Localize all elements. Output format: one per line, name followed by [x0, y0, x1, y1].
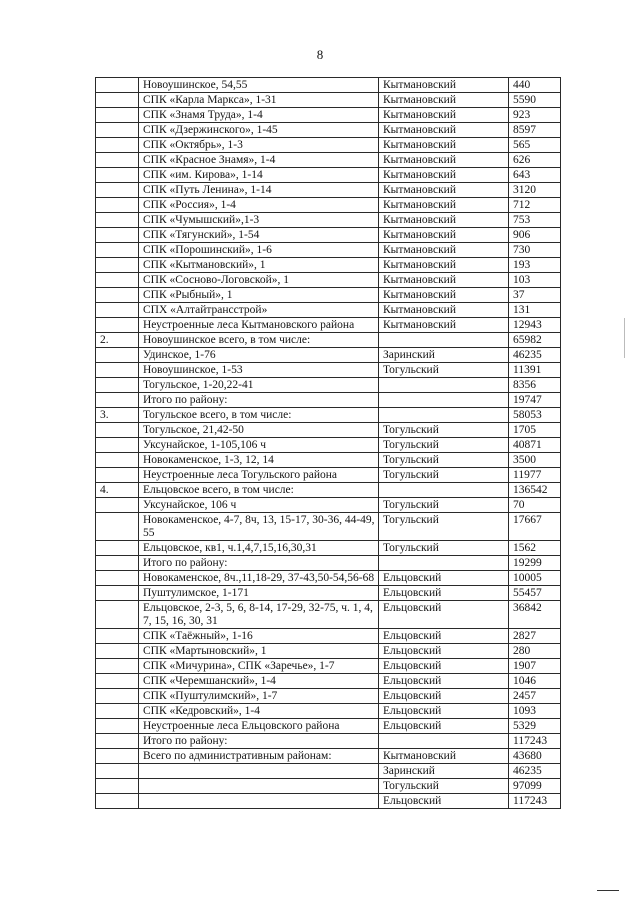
area-value-cell: 5329 [509, 719, 561, 734]
district-cell: Тогульский [379, 438, 509, 453]
row-number-cell [96, 513, 139, 541]
table-row [96, 153, 561, 168]
table-row [96, 258, 561, 273]
table-row [96, 438, 561, 453]
plot-name-cell: СПК «Мартыновский», 1 [139, 644, 379, 659]
table-row [96, 408, 561, 423]
row-number-cell: 4. [96, 483, 139, 498]
plot-name-cell: СПК «им. Кирова», 1-14 [139, 168, 379, 183]
row-number-cell [96, 258, 139, 273]
table-row [96, 779, 561, 794]
district-cell: Кытмановский [379, 228, 509, 243]
area-value-cell: 8356 [509, 378, 561, 393]
table-row [96, 704, 561, 719]
table-row [96, 794, 561, 809]
plot-name-cell: СПК «Дзержинского», 1-45 [139, 123, 379, 138]
page-number: 8 [316, 47, 324, 62]
area-value-cell: 58053 [509, 408, 561, 423]
scan-artifact-line [597, 890, 619, 891]
area-value-cell: 1046 [509, 674, 561, 689]
plot-name-cell: СПК «Кытмановский», 1 [139, 258, 379, 273]
row-number-cell [96, 438, 139, 453]
plot-name-cell: Новоушинское, 1-53 [139, 363, 379, 378]
row-number-cell [96, 318, 139, 333]
table-row [96, 571, 561, 586]
plot-name-cell: Ельцовское, кв1, ч.1,4,7,15,16,30,31 [139, 541, 379, 556]
row-number-cell [96, 468, 139, 483]
district-cell: Ельцовский [379, 644, 509, 659]
district-cell: Ельцовский [379, 719, 509, 734]
area-value-cell: 753 [509, 213, 561, 228]
plot-name-cell: Новоушинское, 54,55 [139, 78, 379, 93]
area-value-cell: 97099 [509, 779, 561, 794]
table-row [96, 453, 561, 468]
area-value-cell: 1705 [509, 423, 561, 438]
table-row [96, 213, 561, 228]
plot-name-cell: Всего по административным районам: [139, 749, 379, 764]
plot-name-cell: Новокаменское, 1-3, 12, 14 [139, 453, 379, 468]
table-row [96, 734, 561, 749]
area-value-cell: 55457 [509, 586, 561, 601]
area-value-cell: 5590 [509, 93, 561, 108]
district-cell: Кытмановский [379, 93, 509, 108]
area-value-cell: 17667 [509, 513, 561, 541]
row-number-cell [96, 734, 139, 749]
area-value-cell: 40871 [509, 438, 561, 453]
district-cell: Тогульский [379, 513, 509, 541]
district-cell: Ельцовский [379, 674, 509, 689]
row-number-cell [96, 779, 139, 794]
row-number-cell [96, 363, 139, 378]
table-row [96, 333, 561, 348]
plot-name-cell: Итого по району: [139, 556, 379, 571]
row-number-cell [96, 629, 139, 644]
table-row [96, 629, 561, 644]
district-cell [379, 734, 509, 749]
row-number-cell [96, 273, 139, 288]
plot-name-cell [139, 779, 379, 794]
plot-name-cell: Новокаменское, 4-7, 8ч, 13, 15-17, 30-36, 44-49, 55 [139, 513, 379, 541]
area-value-cell: 565 [509, 138, 561, 153]
plot-name-cell: СПК «Знамя Труда», 1-4 [139, 108, 379, 123]
plot-name-cell: Новокаменское, 8ч.,11,18-29, 37-43,50-54,56-68 [139, 571, 379, 586]
district-cell: Кытмановский [379, 183, 509, 198]
plot-name-cell: СПК «Черемшанский», 1-4 [139, 674, 379, 689]
table-row [96, 318, 561, 333]
plot-name-cell: СПК «Порошинский», 1-6 [139, 243, 379, 258]
row-number-cell: 3. [96, 408, 139, 423]
table-row [96, 513, 561, 541]
area-value-cell: 131 [509, 303, 561, 318]
district-cell: Кытмановский [379, 318, 509, 333]
plot-name-cell: Итого по району: [139, 393, 379, 408]
row-number-cell [96, 586, 139, 601]
plot-name-cell: СПК «Чумышский»,1-3 [139, 213, 379, 228]
district-cell [379, 333, 509, 348]
district-cell: Ельцовский [379, 601, 509, 629]
area-value-cell: 46235 [509, 764, 561, 779]
table-row [96, 168, 561, 183]
plot-name-cell [139, 764, 379, 779]
table-row [96, 198, 561, 213]
district-cell [379, 556, 509, 571]
district-cell [379, 393, 509, 408]
area-value-cell: 70 [509, 498, 561, 513]
row-number-cell [96, 794, 139, 809]
plot-name-cell: СПК «Красное Знамя», 1-4 [139, 153, 379, 168]
plot-name-cell: СПК «Карла Маркса», 1-31 [139, 93, 379, 108]
row-number-cell [96, 183, 139, 198]
plot-name-cell: Неустроенные леса Ельцовского района [139, 719, 379, 734]
table-row [96, 498, 561, 513]
row-number-cell [96, 393, 139, 408]
area-value-cell: 37 [509, 288, 561, 303]
area-value-cell: 3120 [509, 183, 561, 198]
table-row [96, 123, 561, 138]
district-cell: Ельцовский [379, 571, 509, 586]
area-value-cell: 280 [509, 644, 561, 659]
district-cell: Тогульский [379, 541, 509, 556]
area-value-cell: 730 [509, 243, 561, 258]
plot-name-cell: Удинское, 1-76 [139, 348, 379, 363]
row-number-cell [96, 644, 139, 659]
row-number-cell [96, 303, 139, 318]
row-number-cell [96, 571, 139, 586]
table-row [96, 749, 561, 764]
row-number-cell [96, 93, 139, 108]
table-row [96, 138, 561, 153]
table-row [96, 273, 561, 288]
district-cell: Тогульский [379, 453, 509, 468]
row-number-cell [96, 198, 139, 213]
plot-name-cell: Тогульское, 1-20,22-41 [139, 378, 379, 393]
area-value-cell: 2827 [509, 629, 561, 644]
row-number-cell [96, 659, 139, 674]
district-cell: Ельцовский [379, 629, 509, 644]
table-row [96, 586, 561, 601]
forest-allocation-table [95, 77, 561, 809]
area-value-cell: 117243 [509, 794, 561, 809]
plot-name-cell: СПК «Таёжный», 1-16 [139, 629, 379, 644]
table-row [96, 378, 561, 393]
district-cell: Кытмановский [379, 273, 509, 288]
plot-name-cell: Тогульское всего, в том числе: [139, 408, 379, 423]
row-number-cell [96, 138, 139, 153]
plot-name-cell: Ельцовское, 2-3, 5, 6, 8-14, 17-29, 32-75, ч. 1, 4, 7, 15, 16, 30, 31 [139, 601, 379, 629]
plot-name-cell: Тогульское, 21,42-50 [139, 423, 379, 438]
plot-name-cell: Уксунайское, 106 ч [139, 498, 379, 513]
district-cell: Кытмановский [379, 258, 509, 273]
district-cell: Ельцовский [379, 704, 509, 719]
table-row [96, 659, 561, 674]
table-row [96, 303, 561, 318]
district-cell: Кытмановский [379, 288, 509, 303]
area-value-cell: 43680 [509, 749, 561, 764]
area-value-cell: 906 [509, 228, 561, 243]
plot-name-cell: СПК «Россия», 1-4 [139, 198, 379, 213]
district-cell: Заринский [379, 764, 509, 779]
district-cell: Кытмановский [379, 243, 509, 258]
table-row [96, 348, 561, 363]
row-number-cell [96, 153, 139, 168]
area-value-cell: 8597 [509, 123, 561, 138]
table-row [96, 719, 561, 734]
district-cell [379, 408, 509, 423]
table-row [96, 228, 561, 243]
area-value-cell: 193 [509, 258, 561, 273]
area-value-cell: 65982 [509, 333, 561, 348]
row-number-cell [96, 228, 139, 243]
district-cell: Ельцовский [379, 586, 509, 601]
area-value-cell: 136542 [509, 483, 561, 498]
row-number-cell [96, 453, 139, 468]
table-row [96, 689, 561, 704]
district-cell: Кытмановский [379, 123, 509, 138]
row-number-cell [96, 423, 139, 438]
plot-name-cell: Неустроенные леса Кытмановского района [139, 318, 379, 333]
row-number-cell [96, 498, 139, 513]
plot-name-cell: СПК «Мичурина», СПК «Заречье», 1-7 [139, 659, 379, 674]
area-value-cell: 11391 [509, 363, 561, 378]
plot-name-cell: Неустроенные леса Тогульского района [139, 468, 379, 483]
district-cell: Кытмановский [379, 303, 509, 318]
table-row [96, 108, 561, 123]
row-number-cell [96, 348, 139, 363]
row-number-cell [96, 288, 139, 303]
plot-name-cell: СПХ «Алтайтрансстрой» [139, 303, 379, 318]
district-cell: Заринский [379, 348, 509, 363]
table-row [96, 363, 561, 378]
table-row [96, 764, 561, 779]
plot-name-cell: Пуштулимское, 1-171 [139, 586, 379, 601]
row-number-cell [96, 556, 139, 571]
row-number-cell [96, 541, 139, 556]
area-value-cell: 3500 [509, 453, 561, 468]
table-row [96, 674, 561, 689]
area-value-cell: 2457 [509, 689, 561, 704]
plot-name-cell: СПК «Тягунский», 1-54 [139, 228, 379, 243]
row-number-cell [96, 123, 139, 138]
table-row [96, 393, 561, 408]
row-number-cell [96, 78, 139, 93]
district-cell: Кытмановский [379, 153, 509, 168]
row-number-cell [96, 108, 139, 123]
area-value-cell: 712 [509, 198, 561, 213]
row-number-cell [96, 749, 139, 764]
district-cell: Кытмановский [379, 749, 509, 764]
area-value-cell: 103 [509, 273, 561, 288]
area-value-cell: 1093 [509, 704, 561, 719]
district-cell: Кытмановский [379, 138, 509, 153]
plot-name-cell: Новоушинское всего, в том числе: [139, 333, 379, 348]
table-row [96, 93, 561, 108]
district-cell: Тогульский [379, 423, 509, 438]
district-cell: Кытмановский [379, 168, 509, 183]
row-number-cell [96, 243, 139, 258]
row-number-cell [96, 674, 139, 689]
district-cell: Кытмановский [379, 78, 509, 93]
plot-name-cell: СПК «Сосново-Логовской», 1 [139, 273, 379, 288]
plot-name-cell: СПК «Путь Ленина», 1-14 [139, 183, 379, 198]
district-cell: Тогульский [379, 468, 509, 483]
table-row [96, 423, 561, 438]
table-row [96, 78, 561, 93]
row-number-cell [96, 601, 139, 629]
district-cell: Тогульский [379, 498, 509, 513]
district-cell: Тогульский [379, 779, 509, 794]
table-row [96, 483, 561, 498]
area-value-cell: 440 [509, 78, 561, 93]
table-row [96, 644, 561, 659]
area-value-cell: 1562 [509, 541, 561, 556]
row-number-cell [96, 378, 139, 393]
area-value-cell: 643 [509, 168, 561, 183]
area-value-cell: 46235 [509, 348, 561, 363]
row-number-cell [96, 213, 139, 228]
table-row [96, 183, 561, 198]
table-row [96, 468, 561, 483]
table-row [96, 243, 561, 258]
plot-name-cell: СПК «Рыбный», 1 [139, 288, 379, 303]
plot-name-cell [139, 794, 379, 809]
district-cell: Ельцовский [379, 689, 509, 704]
table-row [96, 541, 561, 556]
row-number-cell [96, 689, 139, 704]
row-number-cell [96, 168, 139, 183]
district-cell: Тогульский [379, 363, 509, 378]
row-number-cell [96, 764, 139, 779]
area-value-cell: 19747 [509, 393, 561, 408]
plot-name-cell: Итого по району: [139, 734, 379, 749]
plot-name-cell: Уксунайское, 1-105,106 ч [139, 438, 379, 453]
area-value-cell: 10005 [509, 571, 561, 586]
plot-name-cell: СПК «Пуштулимский», 1-7 [139, 689, 379, 704]
area-value-cell: 12943 [509, 318, 561, 333]
row-number-cell [96, 719, 139, 734]
table-row [96, 288, 561, 303]
district-cell: Кытмановский [379, 198, 509, 213]
area-value-cell: 36842 [509, 601, 561, 629]
district-cell: Ельцовский [379, 659, 509, 674]
area-value-cell: 923 [509, 108, 561, 123]
area-value-cell: 11977 [509, 468, 561, 483]
area-value-cell: 19299 [509, 556, 561, 571]
row-number-cell: 2. [96, 333, 139, 348]
district-cell: Кытмановский [379, 108, 509, 123]
area-value-cell: 626 [509, 153, 561, 168]
row-number-cell [96, 704, 139, 719]
table-row [96, 556, 561, 571]
district-cell [379, 378, 509, 393]
plot-name-cell: СПК «Октябрь», 1-3 [139, 138, 379, 153]
area-value-cell: 117243 [509, 734, 561, 749]
table-row [96, 601, 561, 629]
area-value-cell: 1907 [509, 659, 561, 674]
district-cell: Ельцовский [379, 794, 509, 809]
plot-name-cell: Ельцовское всего, в том числе: [139, 483, 379, 498]
scan-edge-mark [624, 318, 625, 358]
plot-name-cell: СПК «Кедровский», 1-4 [139, 704, 379, 719]
district-cell: Кытмановский [379, 213, 509, 228]
district-cell [379, 483, 509, 498]
